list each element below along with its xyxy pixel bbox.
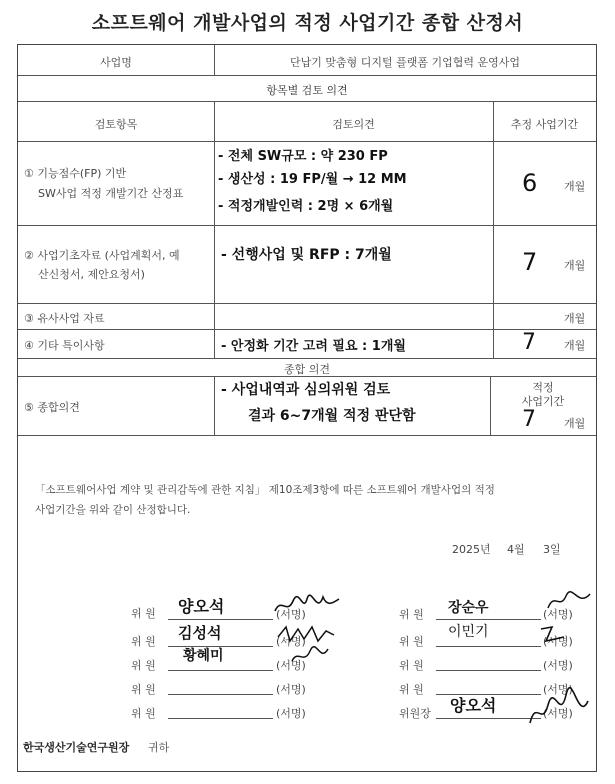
divider xyxy=(18,75,596,76)
row-1-opinion: - 적정개발인력 : 2명 × 6개월 xyxy=(218,199,394,214)
row-2-period-value: 7 xyxy=(522,248,538,276)
member-name: 김성석 xyxy=(178,624,222,642)
statement: 「소프트웨어사업 계약 및 관리감독에 관한 지침」 제10조제3항에 따른 소프트웨어 개발사업의 적정 xyxy=(35,484,495,496)
row-4-period-value: 7 xyxy=(522,330,536,355)
signature-icon xyxy=(276,623,336,645)
member-role: 위 원 xyxy=(131,659,156,672)
summary-opinion: 결과 6~7개월 적정 판단함 xyxy=(248,408,416,424)
divider xyxy=(18,141,596,142)
signature-label: (서명) xyxy=(276,683,306,696)
signature-icon xyxy=(546,590,592,614)
member-name: 황혜미 xyxy=(183,648,224,664)
signature-label: (서명) xyxy=(276,608,306,621)
divider xyxy=(18,101,596,102)
row-4-period-unit: 개월 xyxy=(564,339,586,352)
statement: 사업기간을 위와 같이 산정합니다. xyxy=(35,504,191,516)
row-3-item: ③ 유사사업 자료 xyxy=(24,312,105,325)
row-2-item: ② 사업기초자료 (사업계획서, 예 xyxy=(24,249,180,262)
summary-period-value: 7 xyxy=(522,407,536,432)
signature-icon xyxy=(273,593,343,619)
row-1-period-unit: 개월 xyxy=(564,180,586,193)
project-name: 단납기 맞춤형 디지털 플랫폼 기업협력 운영사업 xyxy=(289,56,520,69)
row-4-item: ④ 기타 특이사항 xyxy=(24,339,105,352)
signature-line xyxy=(168,718,273,719)
signature-label: (서명) xyxy=(276,635,306,648)
review-section-heading: 항목별 검토 의견 xyxy=(266,84,348,97)
member-role: 위 원 xyxy=(399,683,424,696)
summary-period-unit: 개월 xyxy=(564,417,586,430)
divider xyxy=(493,101,494,358)
member-role: 위 원 xyxy=(399,659,424,672)
signature-label: (서명) xyxy=(543,659,573,672)
signature-icon xyxy=(538,623,568,645)
signature-line xyxy=(168,694,273,695)
summary-period-label: 적정 xyxy=(532,381,554,394)
member-role: 위 원 xyxy=(131,707,156,720)
signature-label: (서명) xyxy=(276,659,306,672)
summary-opinion: - 사업내역과 심의위원 검토 xyxy=(221,382,391,398)
column-header-opinion: 검토의견 xyxy=(332,118,375,131)
summary-label: ⑤ 종합의견 xyxy=(24,401,80,414)
row-2-period-unit: 개월 xyxy=(564,259,586,272)
column-header-item: 검토항목 xyxy=(94,118,138,131)
signature-line xyxy=(436,646,541,647)
signature-line xyxy=(168,670,273,671)
chair-name: 양오석 xyxy=(450,696,497,715)
row-2-item-detail: 산신청서, 제안요청서) xyxy=(38,268,145,281)
member-role: 위 원 xyxy=(131,635,156,648)
row-1-item-detail: SW사업 적정 개발기간 산정표 xyxy=(38,187,184,200)
summary-period-label: 사업기간 xyxy=(521,395,565,408)
signature-label: (서명) xyxy=(543,635,573,648)
date-day: 3일 xyxy=(543,543,561,556)
divider xyxy=(18,358,596,359)
column-header-period: 추정 사업기간 xyxy=(510,118,579,131)
member-role: 위 원 xyxy=(131,683,156,696)
divider xyxy=(18,303,596,304)
recipient-suffix: 귀하 xyxy=(148,741,170,754)
signature-label: (서명) xyxy=(543,707,573,720)
divider xyxy=(18,225,596,226)
row-1-opinion: - 생산성 : 19 FP/월 → 12 MM xyxy=(218,172,407,187)
member-role: 위 원 xyxy=(131,607,156,620)
row-1-period-value: 6 xyxy=(522,169,538,197)
signature-line xyxy=(436,619,541,620)
date-year: 2025년 xyxy=(452,543,491,556)
divider xyxy=(18,435,596,436)
signature-line xyxy=(436,670,541,671)
date-month: 4월 xyxy=(507,543,525,556)
member-name: 양오석 xyxy=(178,597,225,616)
row-4-opinion: - 안정화 기간 고려 필요 : 1개월 xyxy=(221,339,406,354)
row-3-period-unit: 개월 xyxy=(564,312,586,325)
member-name: 장순우 xyxy=(448,600,489,616)
divider xyxy=(214,101,215,358)
row-1-opinion: - 전체 SW규모 : 약 230 FP xyxy=(218,149,388,164)
chair-role: 위원장 xyxy=(399,707,431,720)
signature-line xyxy=(168,619,273,620)
signature-icon xyxy=(290,645,330,667)
signature-label: (서명) xyxy=(276,707,306,720)
divider xyxy=(18,329,596,330)
row-2-opinion: - 선행사업 및 RFP : 7개월 xyxy=(221,247,392,263)
member-role: 위 원 xyxy=(399,635,424,648)
recipient-org: 한국생산기술연구원장 xyxy=(23,741,130,754)
row-1-item: ① 기능점수(FP) 기반 xyxy=(24,167,127,180)
signature-label: (서명) xyxy=(543,683,573,696)
signature-label: (서명) xyxy=(543,608,573,621)
project-label: 사업명 xyxy=(100,56,132,69)
member-role: 위 원 xyxy=(399,608,424,621)
assessment-form xyxy=(17,44,597,772)
summary-section-heading: 종합 의견 xyxy=(283,363,330,376)
divider xyxy=(214,376,215,435)
member-name: 이민기 xyxy=(448,624,489,640)
document-title: 소프트웨어 개발사업의 적정 사업기간 종합 산정서 xyxy=(91,12,524,34)
signature-icon xyxy=(526,685,592,729)
